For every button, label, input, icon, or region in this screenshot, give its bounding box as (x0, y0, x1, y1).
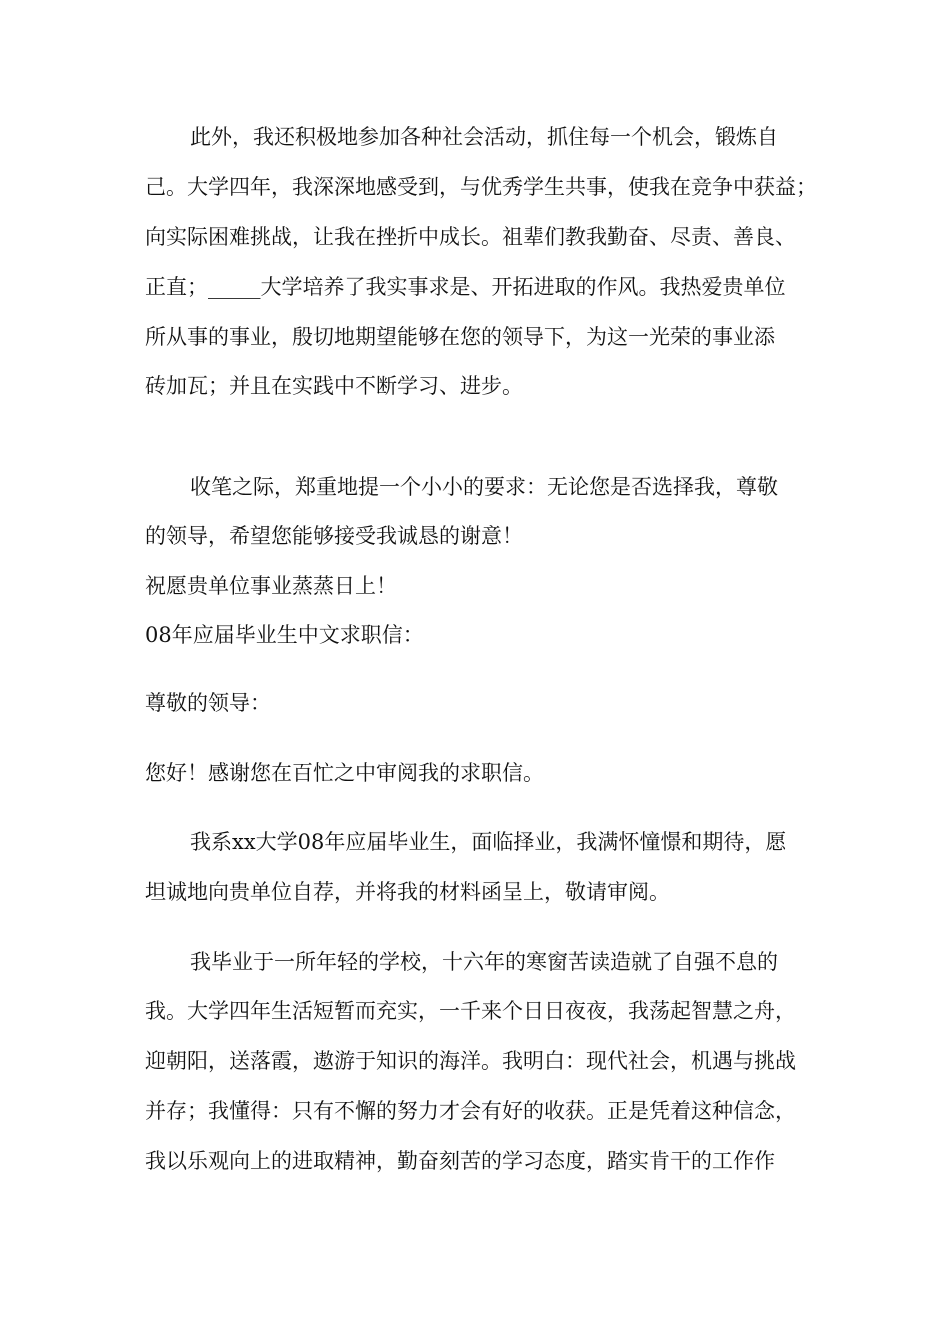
para3-line-1: 我系xx大学08年应届毕业生，面临择业，我满怀憧憬和期待，愿 (190, 830, 787, 854)
para4-line-5: 我以乐观向上的进取精神，勤奋刻苦的学习态度，踏实肯干的工作作 (145, 1149, 775, 1173)
para2-line-2: 的领导，希望您能够接受我诚恳的谢意！ (145, 524, 523, 548)
para1-line-5: 所从事的事业，殷切地期望能够在您的领导下，为这一光荣的事业添 (145, 325, 775, 349)
para1-line-1: 此外，我还积极地参加各种社会活动，抓住每一个机会，锻炼自 (190, 125, 778, 149)
salutation: 尊敬的领导： (145, 691, 271, 715)
letter-title: 08年应届毕业生中文求职信： (145, 623, 424, 647)
para4-line-4: 并存；我懂得：只有不懈的努力才会有好的收获。正是凭着这种信念， (145, 1099, 796, 1123)
para2-line-1: 收笔之际，郑重地提一个小小的要求：无论您是否选择我，尊敬 (190, 475, 778, 499)
para1-line-3: 向实际困难挑战，让我在挫折中成长。祖辈们教我勤奋、尽责、善良、 (145, 225, 796, 249)
para3-line-2: 坦诚地向贵单位自荐，并将我的材料函呈上，敬请审阅。 (145, 880, 670, 904)
para4-line-3: 迎朝阳，送落霞，遨游于知识的海洋。我明白：现代社会，机遇与挑战 (145, 1049, 796, 1073)
para1-line-4: 正直；_____大学培养了我实事求是、开拓进取的作风。我热爱贵单位 (145, 275, 786, 299)
para1-line-2: 己。大学四年，我深深地感受到，与优秀学生共事，使我在竞争中获益； (145, 175, 817, 199)
greeting: 您好！感谢您在百忙之中审阅我的求职信。 (145, 761, 544, 785)
para4-line-1: 我毕业于一所年轻的学校，十六年的寒窗苦读造就了自强不息的 (190, 950, 778, 974)
para1-line-6: 砖加瓦；并且在实践中不断学习、进步。 (145, 374, 523, 398)
closing-wish: 祝愿贵单位事业蒸蒸日上！ (145, 574, 397, 598)
para4-line-2: 我。大学四年生活短暂而充实，一千来个日日夜夜，我荡起智慧之舟， (145, 999, 796, 1023)
